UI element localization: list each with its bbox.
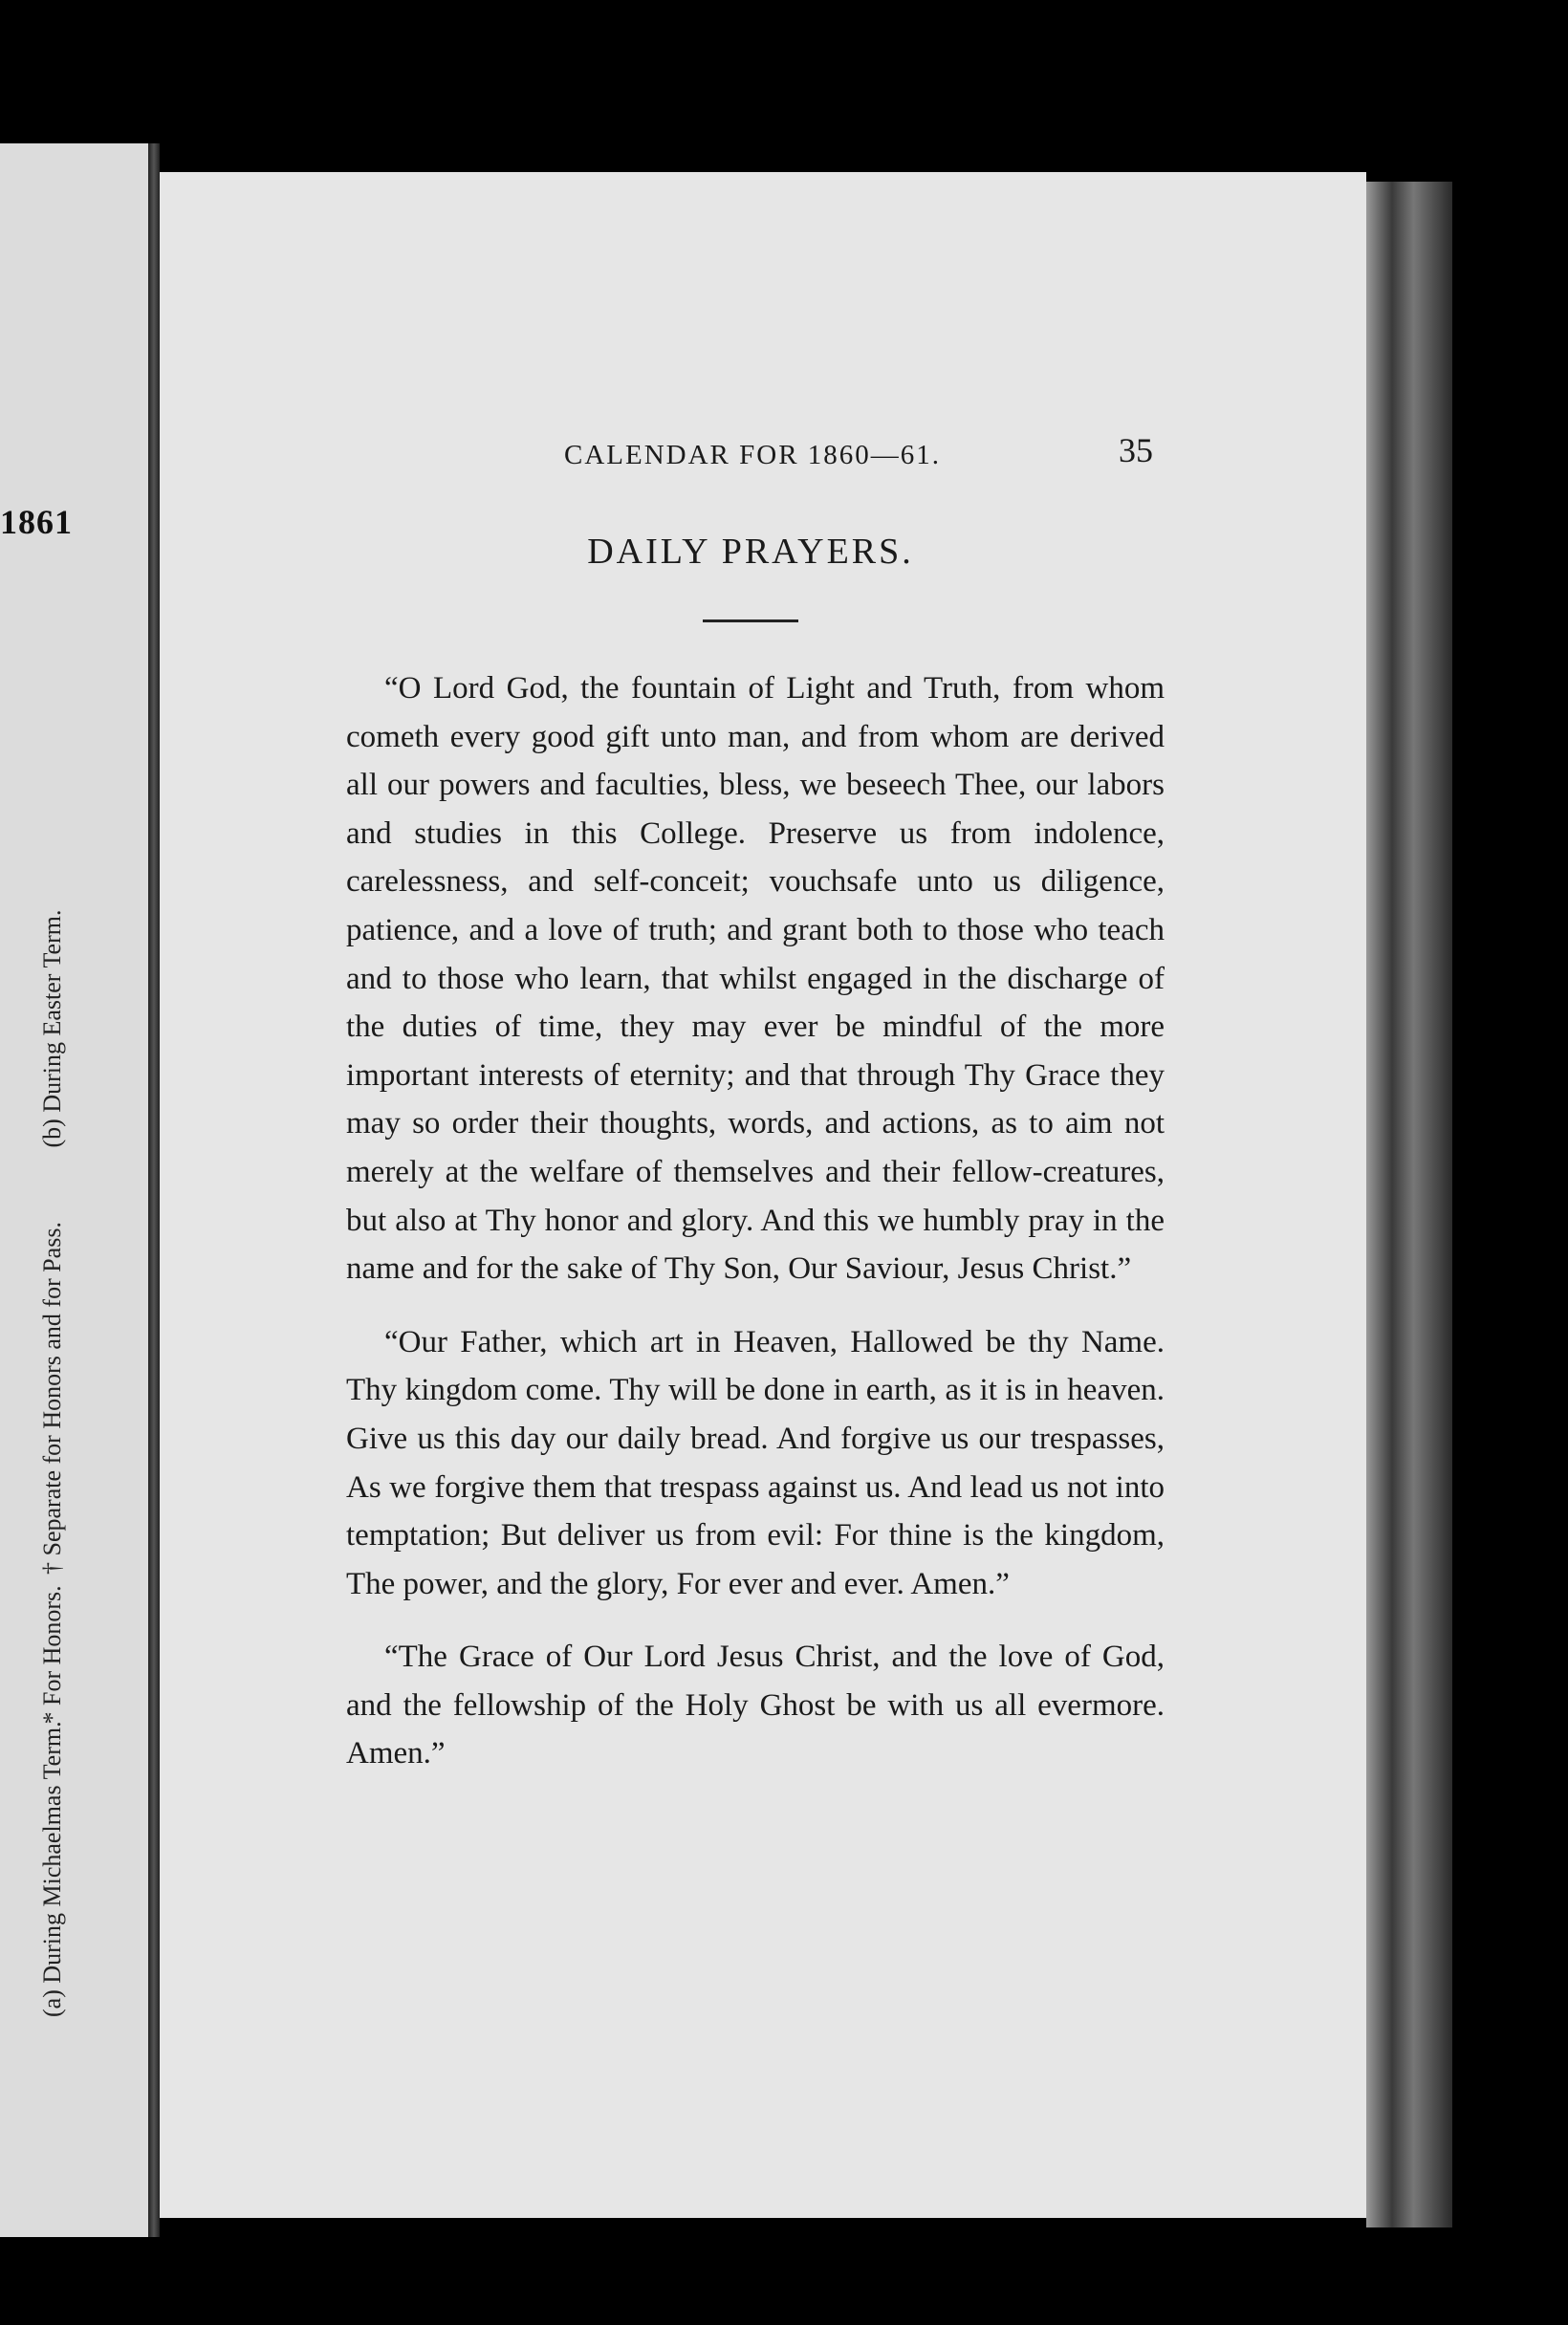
title-rule xyxy=(703,619,798,622)
note-separate: † Separate for Honors and for Pass. xyxy=(38,1222,66,1575)
note-honors: * For Honors. xyxy=(38,1585,66,1725)
previous-page-year: 1861 xyxy=(0,503,73,541)
previous-page-notes xyxy=(38,631,76,2017)
book-spine xyxy=(148,143,160,2237)
note-easter: (b) During Easter Term. xyxy=(38,909,66,1148)
page-edge xyxy=(1366,182,1452,2227)
note-michaelmas: (a) During Michaelmas Term. xyxy=(38,1721,66,2017)
prayer-text xyxy=(346,664,1165,1803)
prayer-paragraph-college: “O Lord God, the fountain of Light and Truth, from whom cometh every good gift unto man, and from whom are derived all our powers and faculties, bless, we beseech Thee, our labors and studies in this College. Preserve us from indolence, carelessness, and self-conceit; vouchsafe unto us diligence, patience, and a love of truth; and grant both to those who teach and to those who learn, that whilst engaged in the discharge of the duties of time, they may ever be mindful of the more important interests of eternity; and that through Thy Grace they may so order their thoughts, words, and actions, as to aim not merely at the welfare of themselves and their fellow-creatures, but also at Thy honor and glory. And this we humbly pray in the name and for the sake of Thy Son, Our Saviour, Jesus Christ.” xyxy=(346,671,1165,1287)
prayer-paragraph-grace: “The Grace of Our Lord Jesus Christ, and the love of God, and the fellowship of the Holy Ghost be with us all evermore. Amen.” xyxy=(346,1640,1165,1771)
running-header: CALENDAR FOR 1860—61. xyxy=(564,440,942,470)
page-title: DAILY PRAYERS. xyxy=(587,532,914,572)
previous-page-strip xyxy=(0,143,153,2237)
page-number: 35 xyxy=(1119,431,1153,469)
prayer-paragraph-lords-prayer: “Our Father, which art in Heaven, Hallowed be thy Name. Thy kingdom come. Thy will be done in earth, as it is in heaven. Give us this day our daily bread. And forgive us our trespasses, As we forgive them that trespass against us. And lead us not into temptation; But deliver us from evil: For thine is the kingdom, The power, and the glory, For ever and ever. Amen.” xyxy=(346,1324,1165,1601)
